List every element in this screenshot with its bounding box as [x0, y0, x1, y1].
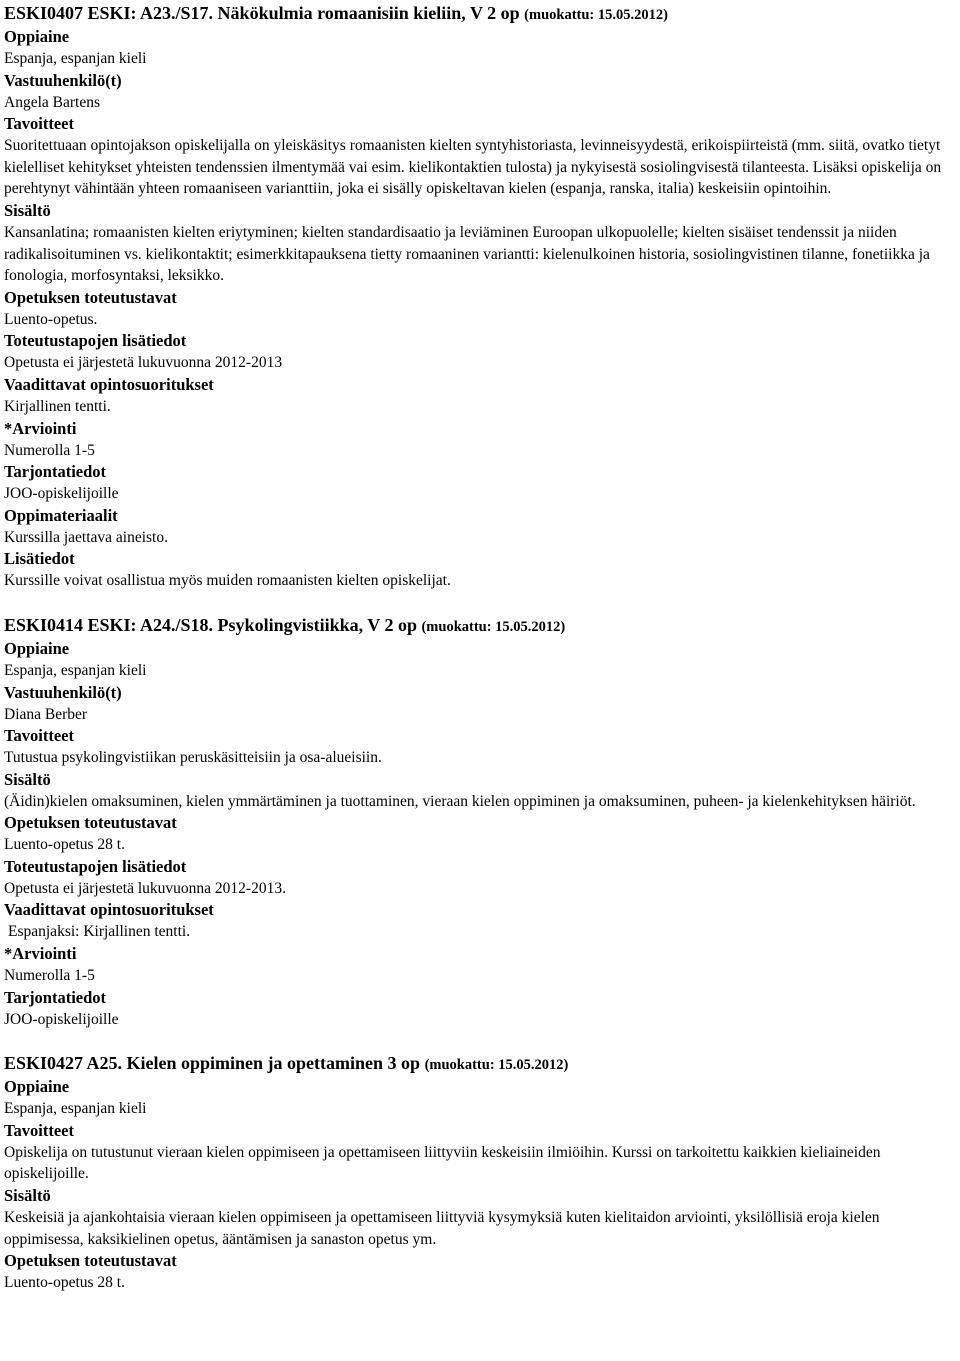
- course-title-text: ESKI0427 A25. Kielen oppiminen ja opettaminen 3 op: [4, 1053, 421, 1074]
- section-heading-lisatiedot-toteutus: Toteutustapojen lisätiedot: [4, 331, 187, 351]
- section-body-lisatiedot-toteutus: Opetusta ei järjestetä lukuvuonna 2012-2013: [4, 354, 283, 372]
- course-title-text: ESKI0414 ESKI: A24./S18. Psykolingvistiikka, V 2 op: [4, 614, 417, 635]
- section-body-tavoitteet: Opiskelija on tutustunut vieraan kielen oppimiseen ja opettamiseen liittyviin keskeisiin ilmiöihin. Kurssi on tarkoitettu kaikkien kieliaineiden opiskelijoille.: [4, 1143, 881, 1183]
- section-body-oppiaine: Espanja, espanjan kieli: [4, 1100, 147, 1118]
- section-heading-oppiaine: Oppiaine: [4, 1077, 70, 1097]
- modified-date: (muokattu: 15.05.2012): [424, 1057, 569, 1074]
- section-body-tarjontatiedot: JOO-opiskelijoille: [4, 1010, 119, 1028]
- course-eski0407: [4, 2, 956, 592]
- section-heading-oppiaine: Oppiaine: [4, 638, 70, 658]
- modified-date: (muokattu: 15.05.2012): [524, 7, 668, 23]
- section-heading-arviointi: *Arviointi: [4, 418, 77, 438]
- course-eski0427: [4, 1052, 956, 1294]
- modified-date: (muokattu: 15.05.2012): [421, 618, 566, 635]
- section-body-lisatiedot-toteutus: Opetusta ei järjestetä lukuvuonna 2012-2013.: [4, 879, 286, 897]
- section-body-toteutustavat: Luento-opetus.: [4, 310, 98, 328]
- section-body-arviointi: Numerolla 1-5: [4, 967, 95, 985]
- section-heading-tarjontatiedot: Tarjontatiedot: [4, 462, 107, 482]
- section-heading-arviointi: *Arviointi: [4, 944, 77, 964]
- section-body-tavoitteet: Suoritettuaan opintojakson opiskelijalla on yleiskäsitys romaanisten kielten syntyhistoriasta, levinneisyydestä, erikoispiirteistä (mm. siitä, ovatko tietyt kielelliset kehitykset yhteisten tendenssien ilmentymää vai esim. kielikontaktien tulosta) ja nykyisestä sosiolingvisestä tilanteesta. Lisäksi opiskelija on perehtynyt vähintään yhteen romaaniseen varianttiin, joka ei sisälly opiskeltavan kielen (espanja, ranska, italia) keskeisiin opintoihin.: [4, 137, 942, 198]
- section-body-vastuuhenkilot: Angela Bartens: [4, 93, 100, 111]
- section-body-lisatiedot: Kurssille voivat osallistua myös muiden romaanisten kielten opiskelijat.: [4, 572, 451, 590]
- section-heading-oppiaine: Oppiaine: [4, 27, 70, 46]
- section-heading-toteutustavat: Opetuksen toteutustavat: [4, 1251, 177, 1271]
- section-body-sisalto: (Äidin)kielen omaksuminen, kielen ymmärtäminen ja tuottaminen, vieraan kielen oppiminen ja omaksuminen, puheen- ja kielenkehityksen häiriöt.: [4, 792, 916, 810]
- section-heading-sisalto: Sisältö: [4, 200, 51, 220]
- course-title-text: ESKI0407 ESKI: A23./S17. Näkökulmia romaanisiin kieliin, V 2 op: [4, 3, 520, 23]
- course-title: [4, 614, 956, 638]
- section-heading-tarjontatiedot: Tarjontatiedot: [4, 987, 107, 1007]
- section-body-oppiaine: Espanja, espanjan kieli: [4, 50, 147, 67]
- section-body-toteutustavat: Luento-opetus 28 t.: [4, 1274, 125, 1292]
- section-heading-vastuuhenkilot: Vastuuhenkilö(t): [4, 70, 122, 90]
- section-heading-lisatiedot: Lisätiedot: [4, 549, 75, 569]
- section-body-oppiaine: Espanja, espanjan kieli: [4, 661, 147, 679]
- course-title: [4, 2, 956, 26]
- section-body-tavoitteet: Tutustua psykolingvistiikan peruskäsitteisiin ja osa-alueisiin.: [4, 749, 382, 767]
- section-heading-tavoitteet: Tavoitteet: [4, 726, 74, 746]
- section-heading-tavoitteet: Tavoitteet: [4, 1120, 74, 1140]
- section-heading-suoritukset: Vaadittavat opintosuoritukset: [4, 374, 214, 394]
- section-body-oppimateriaalit: Kurssilla jaettava aineisto.: [4, 528, 168, 546]
- course-title: [4, 1052, 956, 1076]
- section-heading-lisatiedot-toteutus: Toteutustapojen lisätiedot: [4, 856, 187, 876]
- section-body-sisalto: Kansanlatina; romaanisten kielten eriytyminen; kielten standardisaatio ja leviäminen Euroopan ulkopuolelle; kielten sisäiset tendenssit ja niiden radikalisoituminen vs. kielikontaktit; esimerkkitapauksena tietty romaaninen variantti: kielenulkoinen historia, sosiolingvistinen tilanne, fonetiikka ja fonologia, morfosyntaksi, leksikko.: [4, 223, 930, 285]
- section-heading-toteutustavat: Opetuksen toteutustavat: [4, 287, 177, 307]
- section-body-suoritukset: Espanjaksi: Kirjallinen tentti.: [8, 923, 191, 941]
- section-body-sisalto: Keskeisiä ja ajankohtaisia vieraan kielen oppimiseen ja opettamiseen liittyviä kysymyksiä kuten kielitaidon arviointi, yksilöllisiä eroja kielen oppimisessa, kaksikielinen opetus, ääntämisen ja sanaston opetus ym.: [4, 1209, 880, 1248]
- section-body-toteutustavat: Luento-opetus 28 t.: [4, 836, 125, 854]
- section-body-tarjontatiedot: JOO-opiskelijoille: [4, 485, 119, 503]
- section-heading-sisalto: Sisältö: [4, 1186, 51, 1206]
- section-heading-toteutustavat: Opetuksen toteutustavat: [4, 813, 177, 833]
- section-heading-suoritukset: Vaadittavat opintosuoritukset: [4, 900, 214, 920]
- section-body-vastuuhenkilot: Diana Berber: [4, 705, 88, 723]
- section-body-arviointi: Numerolla 1-5: [4, 441, 95, 459]
- course-eski0414: [4, 614, 956, 1030]
- section-heading-oppimateriaalit: Oppimateriaalit: [4, 505, 118, 525]
- section-heading-vastuuhenkilot: Vastuuhenkilö(t): [4, 682, 122, 702]
- section-heading-tavoitteet: Tavoitteet: [4, 114, 74, 134]
- section-heading-sisalto: Sisältö: [4, 769, 51, 789]
- section-body-suoritukset: Kirjallinen tentti.: [4, 397, 111, 415]
